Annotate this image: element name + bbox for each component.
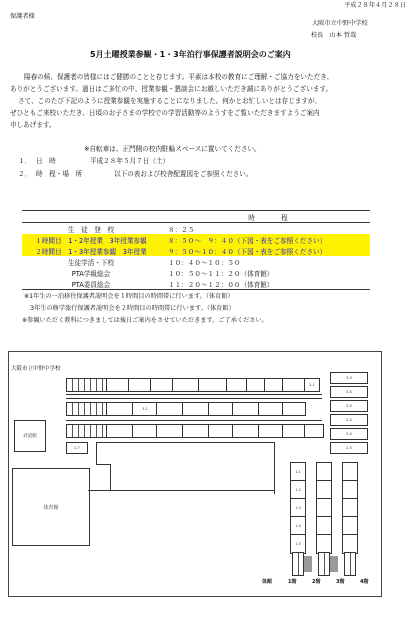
wall <box>274 442 275 494</box>
corridor <box>66 394 322 395</box>
room <box>232 402 260 416</box>
room <box>156 424 184 438</box>
body-line-3: さて、このたび下記のように授業参観を実施することになりました。何かとお忙しいとは存じますが、 <box>18 97 322 105</box>
room: 1-3 <box>290 498 306 518</box>
schedule-time: １０：４０～１０：５０ <box>168 258 241 267</box>
room <box>342 498 358 518</box>
room <box>128 378 152 392</box>
page-title: 5月土曜授業参観・1・3年泊行事保護者説明会のご案内 <box>90 50 291 59</box>
room <box>316 498 332 518</box>
room <box>156 402 184 416</box>
schedule-event: 生徒学活・下校 <box>67 258 115 267</box>
floor-label: 3階 <box>336 579 345 585</box>
wall <box>96 464 110 465</box>
room <box>342 480 358 500</box>
corridor <box>66 398 322 399</box>
wall <box>110 464 111 490</box>
schedule-time: １０：５０～１１：２０（体育館） <box>168 269 274 278</box>
stairs <box>66 378 108 392</box>
room: 3-3 <box>330 372 368 384</box>
room <box>316 462 332 482</box>
room <box>304 424 324 438</box>
schedule-row <box>22 256 370 267</box>
schedule-header-row <box>22 211 370 223</box>
schedule-row <box>22 278 370 290</box>
schedule-header-right: 時 程 <box>160 211 370 223</box>
room <box>172 378 200 392</box>
date: 平成２８年４月２８日 <box>344 2 406 9</box>
wall <box>96 442 97 464</box>
room <box>342 462 358 482</box>
budokan: 武道館 <box>14 420 46 452</box>
schedule-event: 生 徒 登 校 <box>67 225 115 234</box>
room <box>106 378 130 392</box>
room <box>258 424 284 438</box>
elevator-block <box>304 556 312 572</box>
schedule-time: ８：５０～ ９：４０（下図・表をご参照ください） <box>160 234 370 245</box>
room <box>258 402 284 416</box>
room: 2-5 <box>330 442 368 454</box>
schedule-time: ９：５０～１０：４０（下図・表をご参照ください） <box>160 245 370 256</box>
room: 2-4 <box>330 428 368 440</box>
room <box>282 378 306 392</box>
note-2: 3年生の修学旅行保護者説明会を２時間目の時間帯に行います。（体育館） <box>24 305 235 312</box>
room <box>106 424 134 438</box>
room: 1-4 <box>290 516 306 536</box>
elevator-block <box>330 556 338 572</box>
schedule-row <box>22 267 370 278</box>
room <box>316 534 332 554</box>
item-1-label: 日 時 <box>36 157 56 165</box>
room <box>282 402 306 416</box>
wall <box>110 490 274 491</box>
room <box>342 516 358 536</box>
floor-label: 体館 <box>262 579 273 585</box>
item-2-value: 以下の表および校舎配置図をご参照ください。 <box>114 170 253 178</box>
floor-label: 1階 <box>288 579 297 585</box>
body-line-5: 申しあげます。 <box>10 121 56 129</box>
body-line-2: ありがとうございます。過日はご多忙の中、授業参観・懇談会にお越しいただき誠にありがとうございます。 <box>10 85 333 93</box>
room <box>198 378 228 392</box>
stairs <box>66 402 108 416</box>
wall <box>96 442 274 443</box>
stairs <box>292 552 304 576</box>
item-2-num: ２． <box>18 170 32 178</box>
schedule-event: ２時間目 1・3年授業参観 3年授業 <box>22 245 160 256</box>
room: 3-4 <box>330 386 368 398</box>
stairs <box>66 424 108 438</box>
room: 1-2 <box>290 480 306 500</box>
schedule-event: PTA学級総会 <box>71 269 111 278</box>
addressee: 保護者様 <box>10 13 35 20</box>
floor-label: 2階 <box>312 579 321 585</box>
schedule-time: １１：２０～１２：００（体育館） <box>160 278 370 290</box>
walkway <box>88 490 110 491</box>
schedule-row <box>22 223 370 235</box>
room <box>246 378 266 392</box>
room <box>316 516 332 536</box>
schedule-time: ８：２５ <box>168 225 195 234</box>
school-name: 大阪市立中野中学校 <box>312 20 368 27</box>
schedule-row-highlight <box>22 245 370 256</box>
room: 1-5 <box>290 534 306 554</box>
note-3: ※参観いただく教科につきましては後日ご案内をさせていただきます。ご了承ください。 <box>22 317 268 324</box>
schedule-header-left <box>22 211 160 223</box>
stairs <box>318 552 330 576</box>
room <box>208 424 234 438</box>
floor-label: 4階 <box>360 579 369 585</box>
room <box>208 402 234 416</box>
room <box>282 424 306 438</box>
principal: 校長 山本 哲哉 <box>311 32 357 39</box>
room: 3-1 <box>132 402 158 416</box>
room <box>232 424 260 438</box>
room: 2-1 <box>304 378 320 392</box>
stairs <box>344 552 356 576</box>
room <box>150 378 174 392</box>
item-1-num: １． <box>18 157 32 165</box>
room: 2-7 <box>66 442 88 454</box>
body-line-1: 陽春の候、保護者の皆様にはご健勝のことと存じます。平素は本校の教育にご理解・ご協力をいただき、 <box>24 73 334 81</box>
room <box>106 402 134 416</box>
room <box>132 424 158 438</box>
room: 2-3 <box>330 414 368 426</box>
map-school-name: 大阪市立中野中学校 <box>11 366 61 372</box>
room <box>226 378 248 392</box>
room: 3-5 <box>330 400 368 412</box>
corridor <box>66 420 322 421</box>
room <box>316 480 332 500</box>
room: 1-1 <box>290 462 306 482</box>
item-1-value: 平成２８年５月７日（土） <box>90 157 170 165</box>
body-line-4: ぜひともご来校いただき、日頃のお子さまの学校での学習活動等のようすをご覧いただきますようご案内 <box>10 109 320 117</box>
schedule-table <box>22 210 370 290</box>
schedule-row-highlight <box>22 234 370 245</box>
room <box>342 534 358 554</box>
item-2-label: 時 程・場 所 <box>36 170 83 178</box>
schedule-event: １時間目 1・2年授業 3年授業参観 <box>22 234 160 245</box>
note-1: ※1年生の一泊移住保護者説明会を１時間目の時間帯に行います。（体育館） <box>24 293 234 300</box>
room <box>182 424 210 438</box>
room <box>264 378 284 392</box>
parking-note: ※自転車は、正門側の校内駐輪スペースに置いてください。 <box>84 145 261 153</box>
room <box>182 402 210 416</box>
gymnasium: 体育館 <box>12 468 90 546</box>
schedule-event: PTA委員総会 <box>22 278 160 290</box>
